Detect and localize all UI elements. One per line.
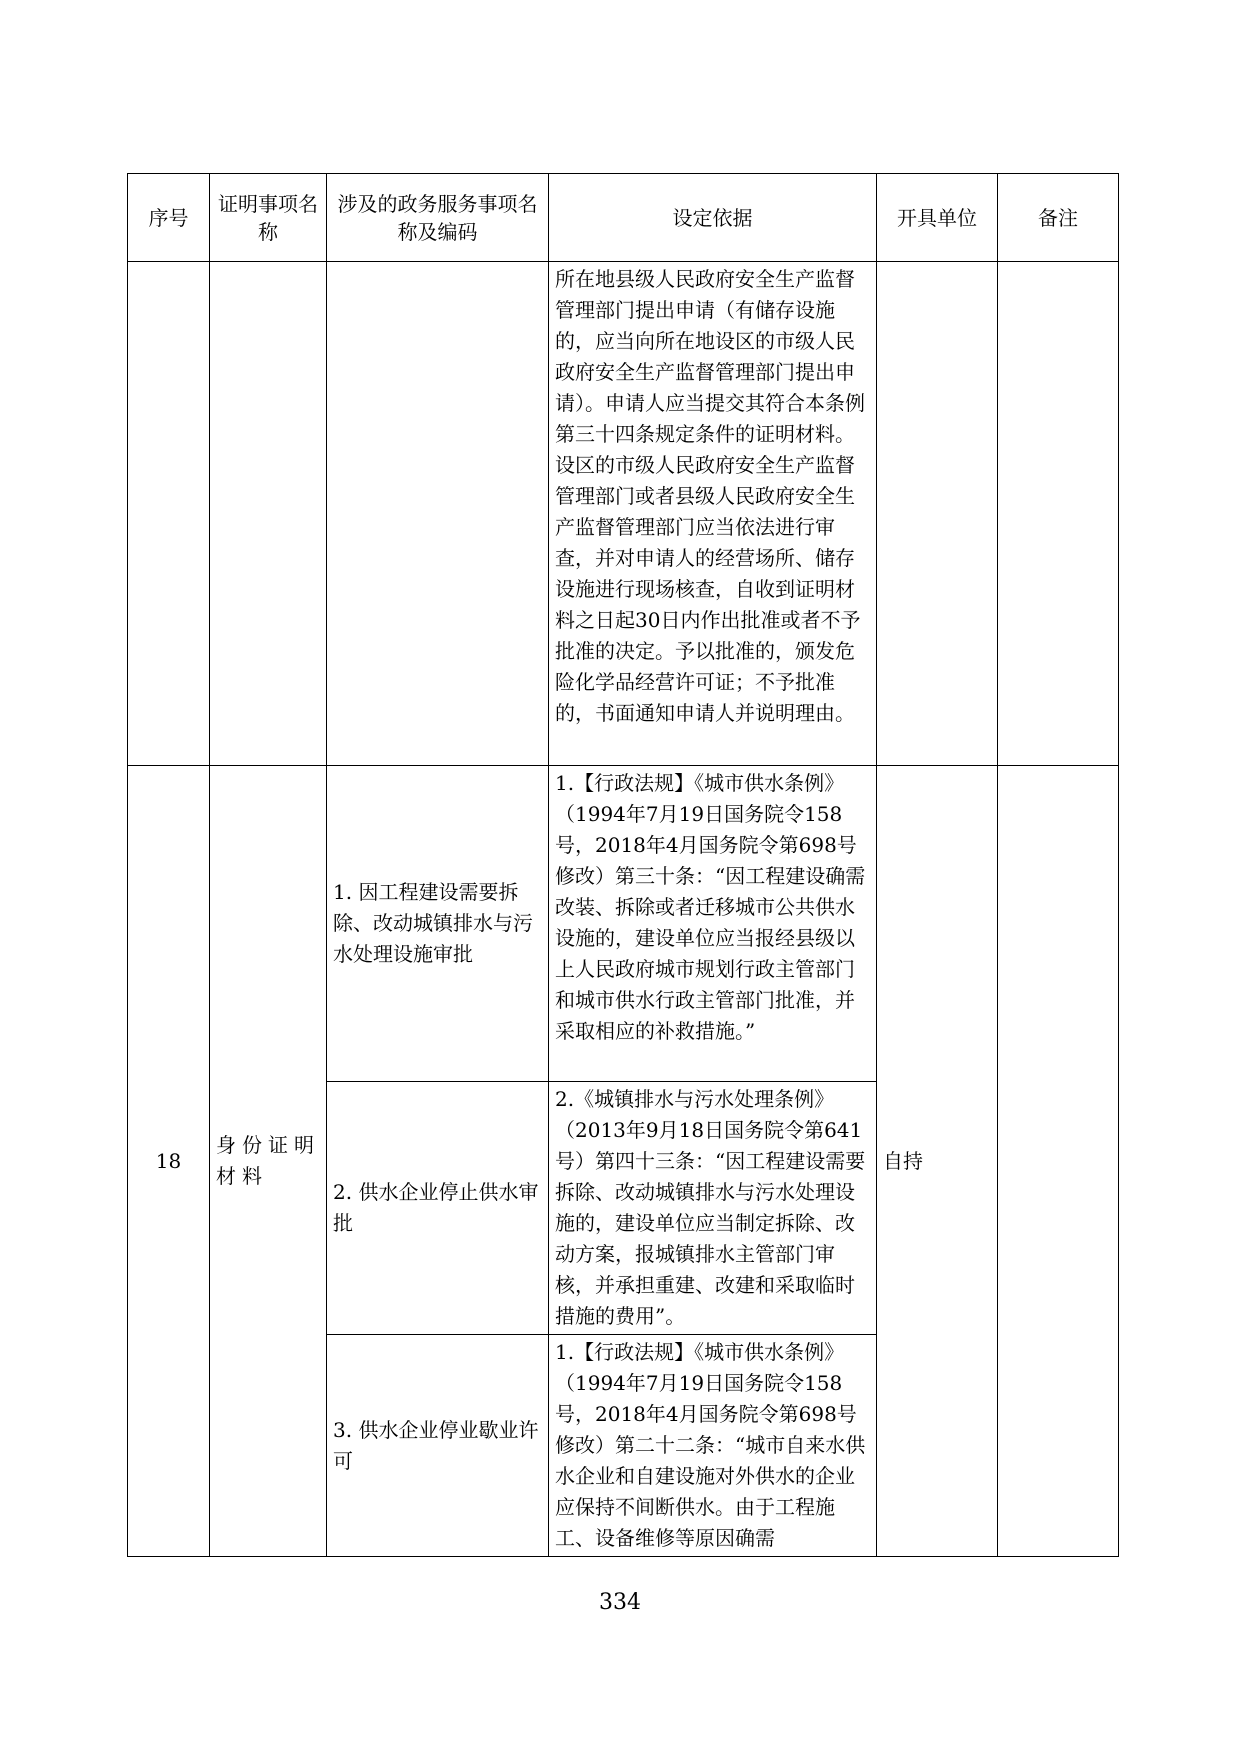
row-18-item-name: 身份证明材料 [210, 766, 327, 1557]
table-header-row [128, 174, 1119, 262]
row-18-service-1-name: 1. 因工程建设需要拆除、改动城镇排水与污水处理设施审批 [327, 766, 549, 1082]
table-row-18-service-1 [128, 766, 1119, 1082]
header-remarks: 备注 [998, 174, 1119, 262]
page-number: 334 [599, 1590, 641, 1615]
continued-basis-cell: 所在地县级人民政府安全生产监督管理部门提出申请（有储存设施的，应当向所在地设区的市级人民政府安全生产监督管理部门提出申请）。申请人应当提交其符合本条例第三十四条规定条件的证明材料。设区的市级人民政府安全生产监督管理部门或者县级人民政府安全生产监督管理部门应当依法进行审查，并对申请人的经营场所、储存设施进行现场核查，自收到证明材料之日起30日内作出批准或者不予批准的决定。予以批准的，颁发危险化学品经营许可证；不予批准的，书面通知申请人并说明理由。 [549, 262, 877, 766]
row-18-service-2-name: 2. 供水企业停止供水审批 [327, 1082, 549, 1335]
header-basis: 设定依据 [549, 174, 877, 262]
header-item-name: 证明事项名称 [210, 174, 327, 262]
header-service: 涉及的政务服务事项名称及编码 [327, 174, 549, 262]
row-18-service-1-basis: 1.【行政法规】《城市供水条例》（1994年7月19日国务院令158号，2018年4月国务院令第698号修改）第三十条：“因工程建设确需改装、拆除或者迁移城市公共供水设施的，建设单位应当报经县级以上人民政府城市规划行政主管部门和城市供水行政主管部门批准，并采取相应的补救措施。” [549, 766, 877, 1082]
header-seq: 序号 [128, 174, 210, 262]
certification-items-table [127, 173, 1119, 1557]
row-18-issuer: 自持 [877, 766, 998, 1557]
continued-seq-cell [128, 262, 210, 766]
continued-item-name-cell [210, 262, 327, 766]
header-issuer: 开具单位 [877, 174, 998, 262]
table-row-continued [128, 262, 1119, 766]
row-18-service-2-basis: 2.《城镇排水与污水处理条例》（2013年9月18日国务院令第641号）第四十三条：“因工程建设需要拆除、改动城镇排水与污水处理设施的，建设单位应当制定拆除、改动方案，报城镇排水主管部门审核，并承担重建、改建和采取临时措施的费用”。 [549, 1082, 877, 1335]
row-18-seq: 18 [128, 766, 210, 1557]
row-18-service-3-name: 3. 供水企业停业歇业许可 [327, 1335, 549, 1557]
row-18-remarks [998, 766, 1119, 1557]
continued-service-cell [327, 262, 549, 766]
row-18-service-3-basis: 1.【行政法规】《城市供水条例》（1994年7月19日国务院令158号，2018年4月国务院令第698号修改）第二十二条：“城市自来水供水企业和自建设施对外供水的企业应保持不间断供水。由于工程施工、设备维修等原因确需 [549, 1335, 877, 1557]
continued-remarks-cell [998, 262, 1119, 766]
continued-issuer-cell [877, 262, 998, 766]
